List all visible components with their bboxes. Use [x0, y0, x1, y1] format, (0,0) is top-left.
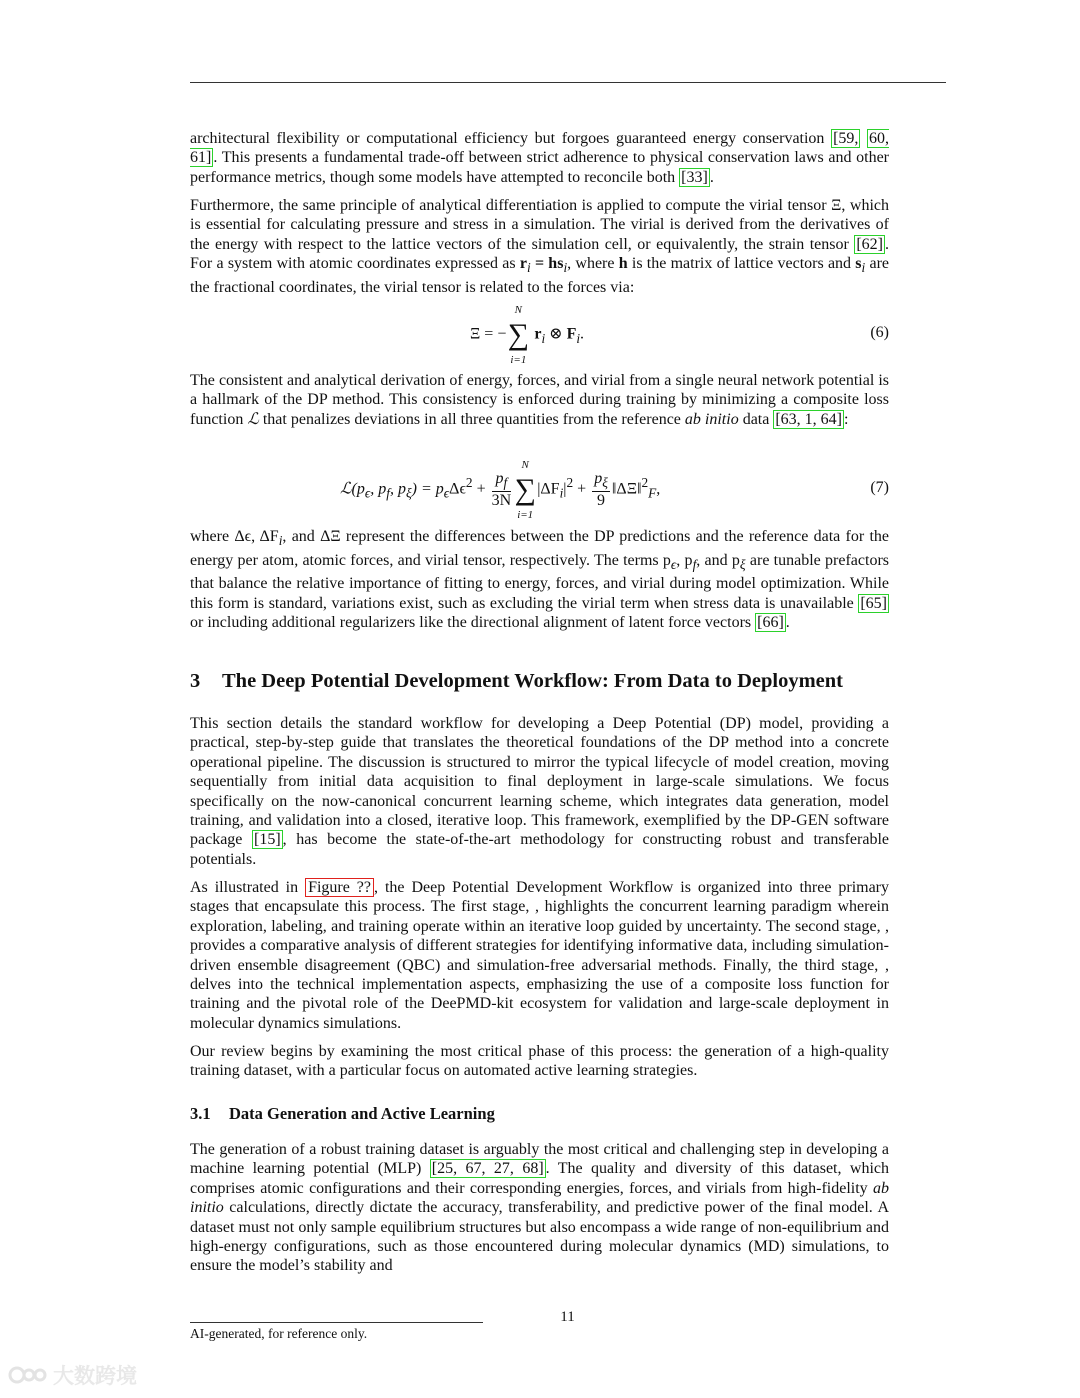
paragraph-4: where Δϵ, $\Delta F_i$, and ΔΞ represent the differences between the DP predictions and the reference data for the energy per atom, atomic forces, and virial tensor, respectively. The terms $p_\epsilon$, $p_f$, and $p_\xi$ are tunable prefactors that balance the relative importance of fitting to energy, forces, and virial during model optimization. While this form is standard, variations exist, such as excluding the virial term when stress data is unavailable [65] or including additional regularizers like the directional alignment of latent force vectors [66] .	[190, 528, 890, 631]
citation-link[interactable]: [15]	[254, 831, 281, 849]
citation-link[interactable]: [59,	[833, 130, 859, 147]
paragraph-5: This section details the standard workflow for developing a Deep Potential (DP) model, providing a practical, step-by-step guide that translates the theoretical foundations of the DP method into a concrete operational pipeline. The discussion is structured to mirror the typical lifecycle of model creation, moving sequentially from initial data acquisition to final deployment in large-scale simulations. We focus specifically on the now-canonical concurrent learning scheme, which integrates data generation, model training, and validation into a closed, iterative loop. This framework, exemplified by the DP-GEN software package [15] , has become the state-of-the-art methodology for constructing robust and transferable potentials.	[190, 715, 889, 868]
citation-link[interactable]: [25, 67, 27, 68]	[431, 1160, 544, 1178]
summation-symbol: N ∑ i=1	[514, 458, 536, 521]
paragraph-6: As illustrated in Figure ?? , the Deep Potential Development Workflow is organized into three primary stages that encapsulate this process. The first stage, , highlights the concurrent learning paradigm wherein exploration, labeling, and training operate within an iterative loop guided by uncertainty. The second stage, , provides a comparative analysis of different strategies for identifying informative data, including simulation-driven ensemble disagreement (QBC) and simulation-free adversarial methods. Finally, the third stage, , delves into the technical implementation aspects, emphasizing the use of a composite loss function for training and the pivotal role of the DeePMD-kit ecosystem for validation and large-scale deployment in molecular dynamics simulations.	[190, 879, 890, 1032]
equation-number: (7)	[870, 479, 889, 496]
equation-6: Ξ = − N ∑ i=1 $r_i$ ⊗ $F_i$. (6)	[470, 304, 889, 366]
equation-7: $ℒ(p_\epsilon$, $p_f$, $p_\xi) = p_\epsilon\Delta\epsilon^2$ + $\frac{p_f}{3N}$ N ∑ i=1 $|\Delta F_i|^2$ + $\frac{p_\xi}{9}$ ‖ΔΞ‖$^2_F$, (7)	[340, 458, 889, 521]
fraction: $\frac{p_f}{3N}$	[491, 470, 512, 510]
figure-reference-link[interactable]: Figure ??	[305, 878, 374, 897]
footnote-rule	[190, 1322, 483, 1323]
paragraph-7: Our review begins by examining the most critical phase of this process: the generation of a high-quality training dataset, with a particular focus on automated active learning strategies.	[190, 1043, 889, 1080]
citation-link[interactable]: [63, 1, 64]	[775, 410, 842, 428]
citation-link[interactable]: [66]	[757, 614, 784, 631]
page-number: 11	[560, 1309, 575, 1325]
summation-symbol: N ∑ i=1	[507, 304, 530, 366]
citation-link[interactable]: [65]	[860, 594, 887, 612]
subsection-heading: 3.1 Data Generation and Active Learning	[190, 1104, 495, 1123]
paragraph-1: architectural flexibility or computational efficiency but forgoes guaranteed energy conservation [59, 60, 61] . This presents a fundamental trade-off between strict adherence to physical conservation laws and other performance metrics, though some models have attempted to reconcile both [33] .	[190, 130, 890, 186]
citation-link[interactable]: [62]	[856, 235, 883, 253]
header-rule	[190, 82, 946, 83]
footnote: AI-generated, for reference only.	[190, 1326, 368, 1341]
equation-number: (6)	[870, 324, 889, 341]
watermark-logo-icon	[8, 1363, 48, 1387]
paragraph-8: The generation of a robust training dataset is arguably the most critical and challenging step in developing a machine learning potential (MLP) [25, 67, 27, 68] . The quality and diversity of this dataset, which comprises atomic configurations and their corresponding energies, forces, and virials from high-fidelity ab initio calculations, directly dictate the accuracy, transferability, and predictive power of the final model. A dataset must not only sample equilibrium structures but also encompass a wide range of non-equilibrium and high-energy configurations, such as those encountered during molecular dynamics (MD) simulations, to ensure the model’s stability and	[190, 1141, 889, 1275]
paragraph-2: Furthermore, the same principle of analytical differentiation is applied to compute the virial tensor Ξ, which is essential for calculating pressure and stress in a simulation. The virial is derived from the derivatives of the energy with respect to the lattice vectors of the simulation cell, or equivalently, the strain tensor [62] . For a system with atomic coordinates expressed as $r_i = hs_i$, where h is the matrix of lattice vectors and $s_i$ are the fractional coordinates, the virial tensor is related to the forces via:	[190, 197, 890, 296]
paragraph-3: The consistent and analytical derivation of energy, forces, and virial from a single neural network potential is a hallmark of the DP method. This consistency is enforced during training by minimizing a composite loss function ℒ that penalizes deviations in all three quantities from the reference ab initio data [63, 1, 64] :	[190, 372, 889, 428]
section-heading: 3 The Deep Potential Development Workflow: From Data to Deployment	[190, 670, 843, 692]
watermark: 大数跨境	[8, 1360, 137, 1390]
fraction: $\frac{p_\xi}{9}$	[594, 470, 608, 510]
citation-link[interactable]: [33]	[681, 168, 708, 186]
citation-link[interactable]: 60, 61]	[190, 130, 890, 167]
